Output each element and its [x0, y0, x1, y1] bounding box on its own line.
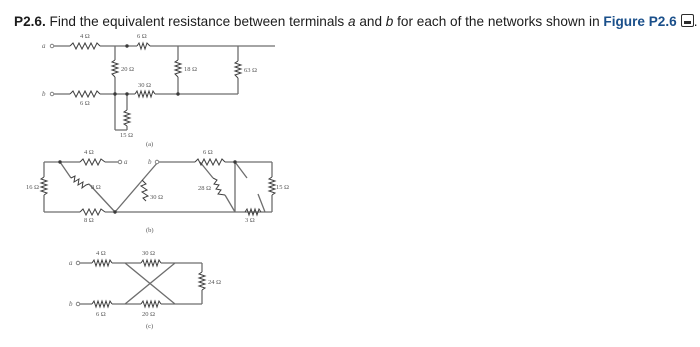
junction-b1: [233, 160, 236, 163]
label-a-18ohm: 18 Ω: [184, 66, 197, 73]
resistor-b-6ohm: [195, 159, 225, 165]
problem-end: .: [693, 14, 698, 29]
problem-text-1: Find the equivalent resistance between terminals: [45, 14, 348, 29]
label-c-20ohm: 20 Ω: [142, 311, 155, 318]
resistor-a-18ohm: [175, 60, 181, 77]
terminal-b-node-a: [50, 92, 54, 96]
label-b-16ohm: 16 Ω: [26, 184, 39, 191]
circuit-b: [26, 149, 289, 234]
label-a-6ohm-bottom: 6 Ω: [80, 100, 90, 107]
terminal-b-node-b: [155, 160, 159, 164]
wires-b: [44, 162, 272, 212]
label-b-terminal-a: a: [124, 158, 128, 166]
label-b-8ohm-diag: 8 Ω: [91, 184, 101, 191]
terminal-b-label: b: [385, 14, 394, 29]
figure-link-label: Figure P2.6: [603, 14, 677, 29]
label-a-63ohm: 63 Ω: [244, 67, 257, 74]
resistor-c-20ohm: [141, 301, 161, 307]
resistor-a-20ohm: [112, 60, 118, 77]
resistor-a-63ohm: [235, 61, 241, 78]
terminal-b-node-c: [76, 302, 80, 306]
label-a-terminal-b: b: [42, 90, 46, 98]
problem-text-3: for each of the networks shown in: [393, 14, 604, 29]
resistor-b-8ohm-diag: [71, 176, 89, 188]
caption-b: (b): [146, 227, 154, 234]
junction-a1: [125, 44, 128, 47]
resistor-a-4ohm: [70, 43, 100, 49]
label-b-3ohm: 3 Ω: [245, 217, 255, 224]
label-c-30ohm: 30 Ω: [142, 250, 155, 257]
resistor-b-30ohm: [141, 180, 148, 201]
resistor-b-4ohm: [80, 159, 105, 165]
label-a-15ohm: 15 Ω: [120, 132, 133, 139]
junction-b3: [58, 160, 61, 163]
problem-text-2: and: [355, 14, 386, 29]
resistor-b-16ohm: [41, 177, 47, 195]
resistor-a-30ohm: [135, 91, 155, 97]
caption-c: (c): [146, 323, 154, 330]
caption-a: (a): [146, 141, 154, 148]
label-b-terminal-b: b: [148, 158, 152, 166]
junction-b2: [113, 210, 116, 213]
resistor-a-15ohm: [124, 110, 130, 126]
terminal-a-node-c: [76, 261, 80, 265]
label-b-28ohm: 28 Ω: [198, 185, 211, 192]
resistor-a-6ohm-bottom: [70, 91, 100, 97]
resistor-b-15ohm: [269, 177, 275, 195]
junction-a2: [125, 92, 128, 95]
label-a-30ohm: 30 Ω: [138, 82, 151, 89]
resistor-c-4ohm: [92, 260, 112, 266]
resistor-a-6ohm-top: [137, 43, 150, 49]
wires-a: [53, 46, 275, 130]
resistor-b-28ohm: [213, 178, 225, 195]
label-b-6ohm: 6 Ω: [203, 149, 213, 156]
label-b-30ohm: 30 Ω: [150, 194, 163, 201]
label-a-terminal-a: a: [42, 42, 46, 50]
wires-c: [79, 263, 202, 304]
circuit-a: [42, 33, 275, 148]
terminal-a-node-b: [118, 160, 122, 164]
label-c-4ohm: 4 Ω: [96, 250, 106, 257]
label-b-8ohm-bottom: 8 Ω: [84, 217, 94, 224]
resistor-c-24ohm: [199, 272, 205, 290]
label-a-4ohm: 4 Ω: [80, 33, 90, 40]
terminal-a-node-a: [50, 44, 54, 48]
label-c-6ohm: 6 Ω: [96, 311, 106, 318]
label-a-20ohm: 20 Ω: [121, 66, 134, 73]
resistor-b-8ohm-bottom: [80, 209, 105, 215]
label-b-4ohm: 4 Ω: [84, 149, 94, 156]
label-c-terminal-b: b: [69, 300, 73, 308]
label-c-24ohm: 24 Ω: [208, 279, 221, 286]
junction-a3: [176, 92, 179, 95]
terminal-a-label: a: [348, 14, 356, 29]
resistor-c-6ohm: [92, 301, 112, 307]
resistor-c-30ohm: [141, 260, 161, 266]
junction-a4: [113, 92, 116, 95]
label-a-6ohm-top: 6 Ω: [137, 33, 147, 40]
circuit-c: [69, 250, 221, 330]
problem-number: P2.6.: [14, 14, 46, 29]
label-c-terminal-a: a: [69, 259, 73, 267]
label-b-15ohm: 15 Ω: [276, 184, 289, 191]
